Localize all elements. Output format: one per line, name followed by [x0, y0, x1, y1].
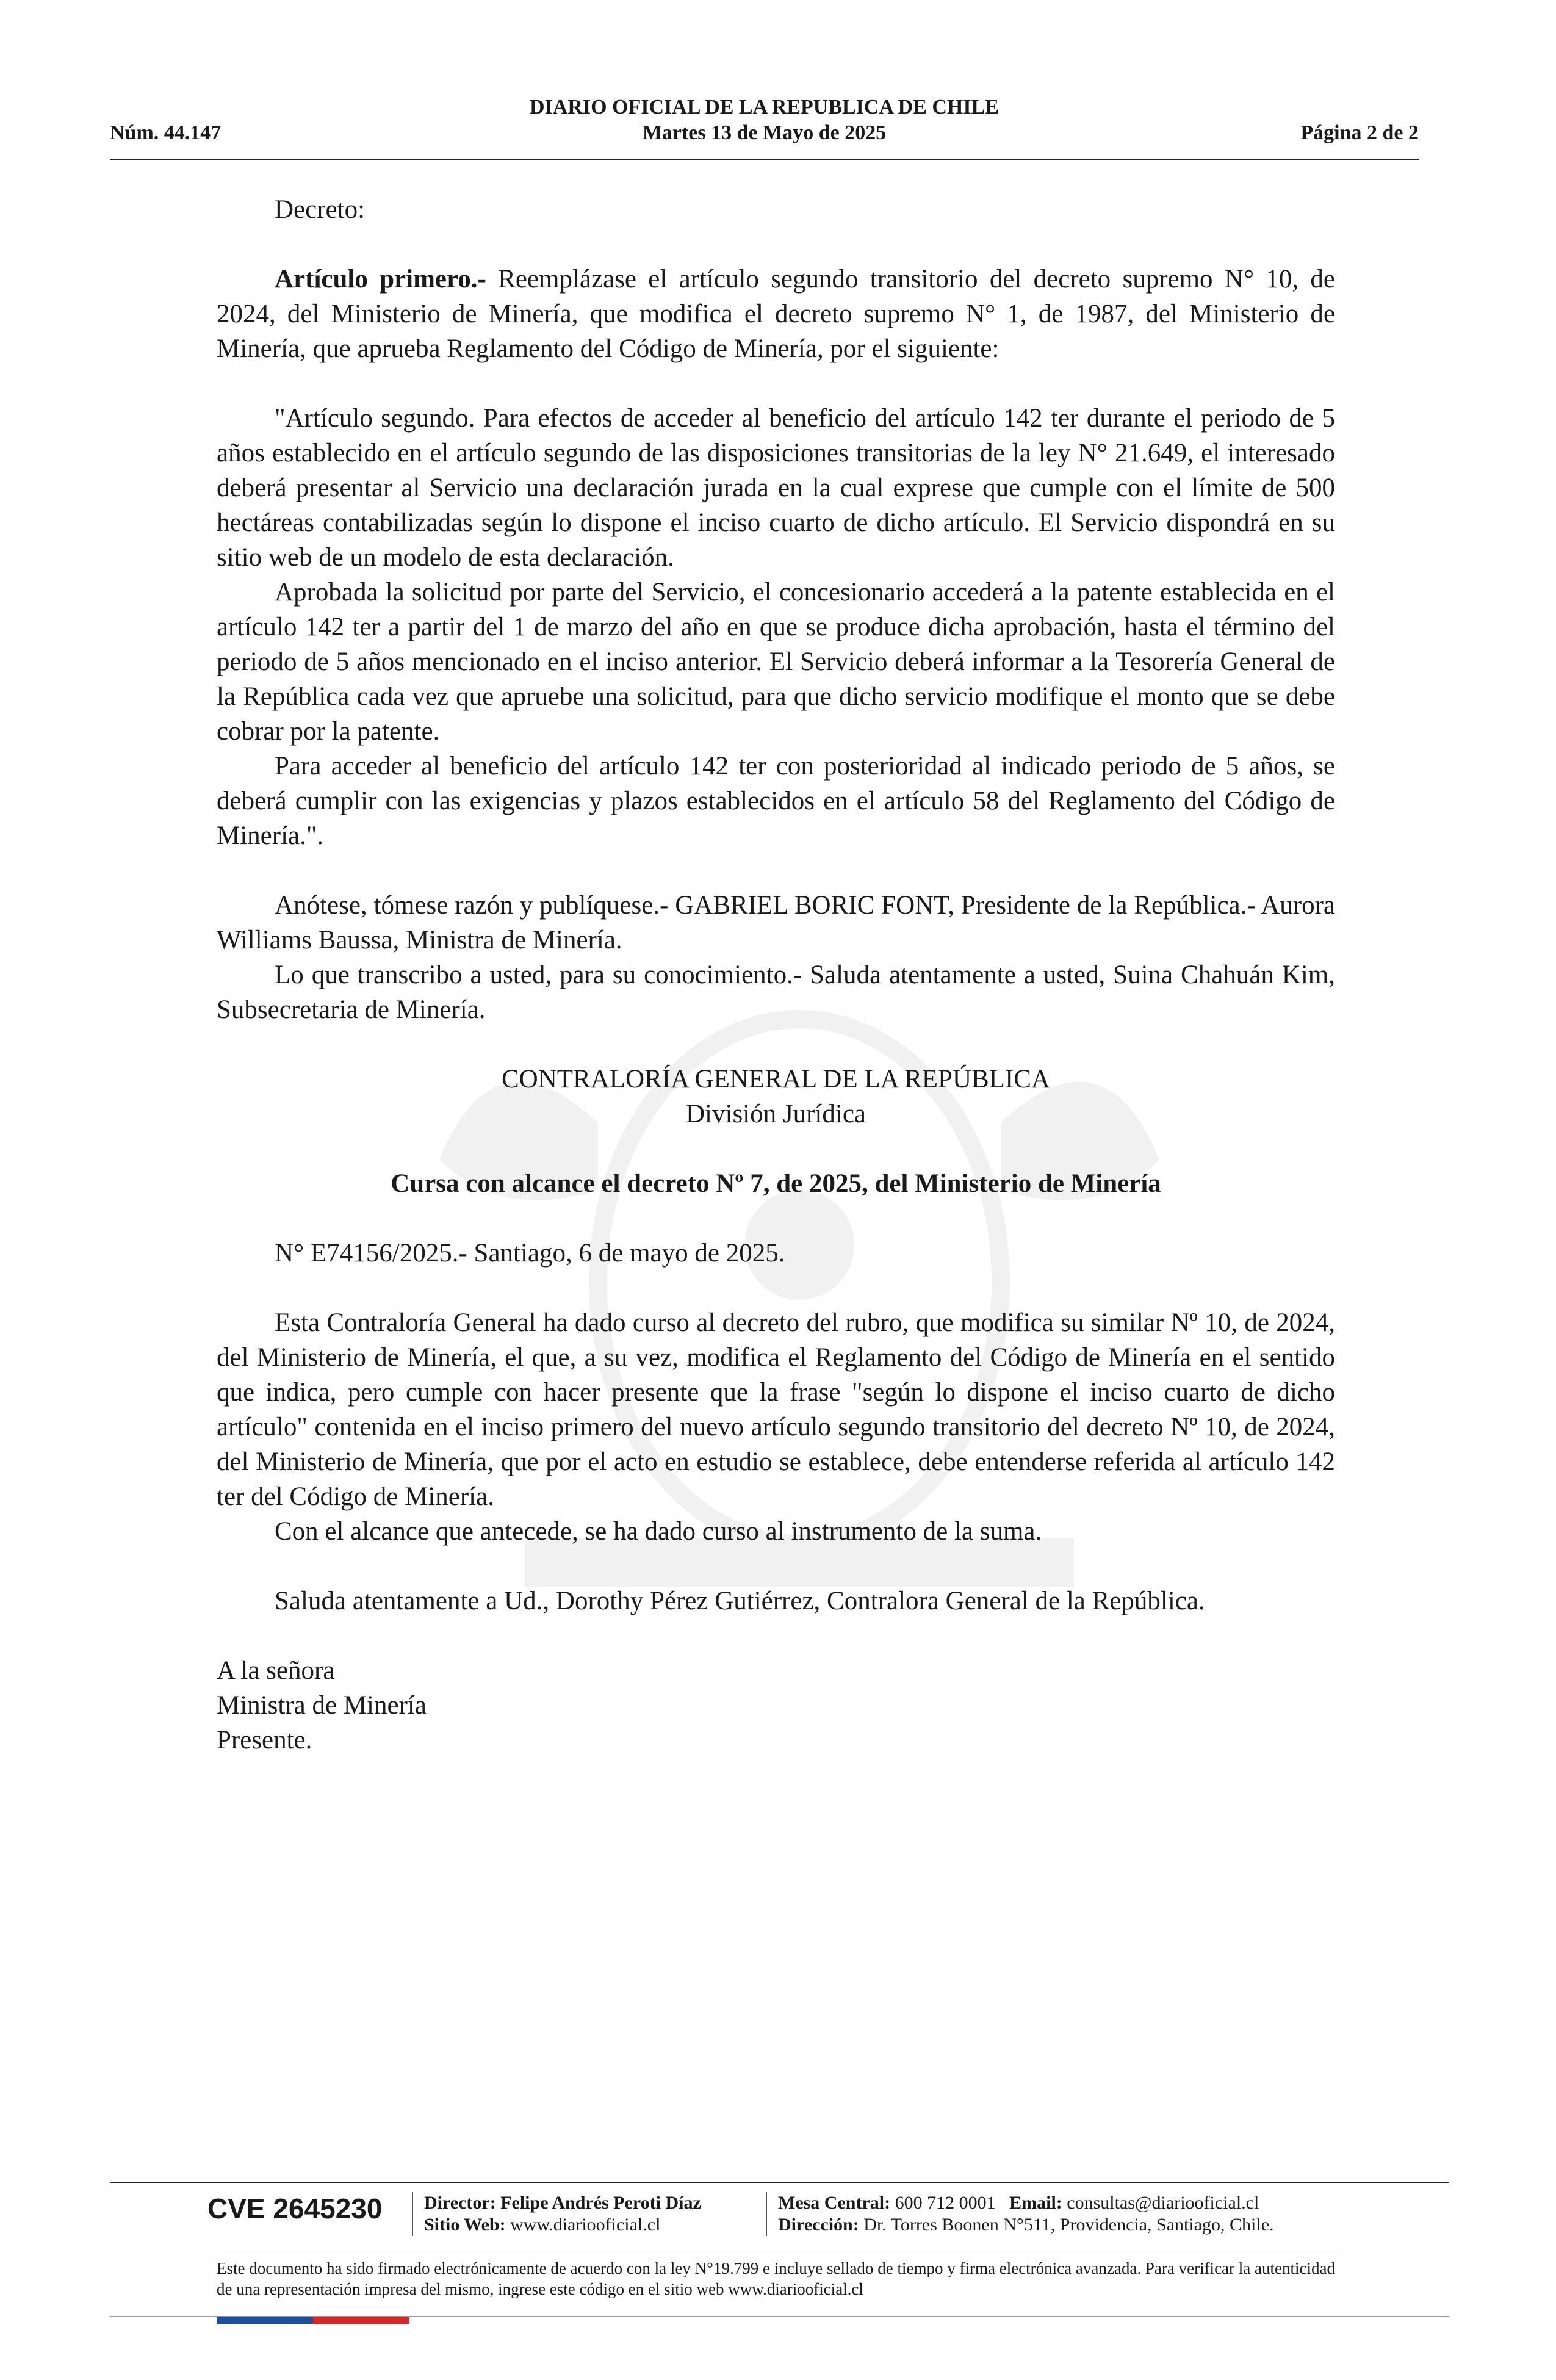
- footer-director-block: [424, 2192, 701, 2236]
- contraloria-paragraph-2: Con el alcance que antecede, se ha dado curso al instrumento de la suma.: [275, 1517, 1042, 1546]
- footer-separator: [766, 2192, 767, 2236]
- anotese-paragraph: Anótese, tómese razón y publíquese.- GABRIEL BORIC FONT, Presidente de la República.- Aurora Williams Baussa, Ministra de Minería.: [217, 891, 1335, 954]
- email-label: Email:: [1009, 2193, 1062, 2213]
- flag-segment: [313, 2317, 361, 2324]
- flag-segment: [265, 2317, 313, 2324]
- transcribo-paragraph: Lo que transcribo a usted, para su conocimiento.- Saluda atentamente a usted, Suina Chahuán Kim, Subsecretaria de Minería.: [217, 961, 1335, 1024]
- issue-date: Martes 13 de Mayo de 2025: [642, 121, 887, 144]
- footer-separator: [412, 2192, 413, 2236]
- email-address[interactable]: consultas@diariooficial.cl: [1067, 2193, 1259, 2213]
- addressee-line-3: Presente.: [217, 1726, 312, 1754]
- contraloria-paragraph-1: Esta Contraloría General ha dado curso al decreto del rubro, que modifica su similar Nº 10, de 2024, del Ministerio de Minería, el que, a su vez, modifica el Reglamento del Código de Minería en el sentido que indica, pero cumple con hacer presente que la frase "según lo dispone el inciso cuarto de dicho artículo" contenida en el inciso primero del nuevo artículo segundo transitorio del decreto Nº 10, de 2024, del Ministerio de Minería, que por el acto en estudio se establece, debe entenderse referida al artículo 142 ter del Código de Minería.: [217, 1308, 1335, 1511]
- cve-code: CVE 2645230: [207, 2193, 383, 2224]
- contraloria-heading: CONTRALORÍA GENERAL DE LA REPÚBLICA: [501, 1065, 1050, 1094]
- reference-line: N° E74156/2025.- Santiago, 6 de mayo de 2025.: [275, 1239, 785, 1268]
- addressee-line-1: A la señora: [217, 1656, 335, 1685]
- quoted-article-p2: Aprobada la solicitud por parte del Servicio, el concesionario accederá a la patente establecida en el artículo 142 ter a partir del 1 de marzo del año en que se produce dicha aprobación, hasta el término del periodo de 5 años mencionado en el inciso anterior. El Servicio deberá informar a la Tesorería General de la República cada vez que apruebe una solicitud, para que dicho servicio modifique el monto que se debe cobrar por la patente.: [217, 578, 1335, 746]
- website-url[interactable]: www.diariooficial.cl: [510, 2215, 661, 2235]
- address-label: Dirección:: [778, 2215, 859, 2235]
- page-number: Página 2 de 2: [1300, 121, 1419, 144]
- article-one-lead: Artículo primero.-: [275, 265, 486, 294]
- page-header: [110, 95, 1419, 160]
- flag-stripe: [217, 2317, 409, 2324]
- address-text: Dr. Torres Boonen N°511, Providencia, Santiago, Chile.: [863, 2215, 1274, 2235]
- article-one: [217, 262, 1335, 366]
- division-heading: División Jurídica: [686, 1100, 866, 1128]
- director-label: Director:: [424, 2193, 496, 2213]
- cursa-title: Cursa con alcance el decreto Nº 7, de 2025, del Ministerio de Minería: [391, 1169, 1161, 1198]
- flag-segment: [361, 2317, 409, 2324]
- quoted-article-p3: Para acceder al beneficio del artículo 142 ter con posterioridad al indicado periodo de 5 años, se deberá cumplir con las exigencias y plazos establecidos en el artículo 58 del Reglamento del Código de Minería.".: [217, 752, 1335, 850]
- article-one-text: Reemplázase el artículo segundo transitorio del decreto supremo N° 10, de 2024, del Ministerio de Minería, que modifica el decreto supremo N° 1, de 1987, del Ministerio de Minería, que aprueba Reglamento del Código de Minería, por el siguiente:: [217, 265, 1335, 363]
- footer-contact-block: [778, 2192, 1274, 2236]
- director-name: Felipe Andrés Peroti Díaz: [500, 2193, 701, 2213]
- mesa-phone: 600 712 0001: [895, 2193, 996, 2213]
- gazette-title: DIARIO OFICIAL DE LA REPUBLICA DE CHILE: [530, 96, 999, 118]
- decreto-label: Decreto:: [275, 195, 366, 224]
- quoted-article-p1: "Artículo segundo. Para efectos de acceder al beneficio del artículo 142 ter durante el periodo de 5 años establecido en el artículo segundo de las disposiciones transitorias de la ley N° 21.649, el interesado deberá presentar al Servicio una declaración jurada en la cual exprese que cumple con el límite de 500 hectáreas contabilizadas según lo dispone el inciso cuarto de dicho artículo. El Servicio dispondrá en su sitio web de un modelo de esta declaración.: [217, 404, 1335, 572]
- legal-notice: Este documento ha sido firmado electrónicamente de acuerdo con la ley N°19.799 e incluye sellado de tiempo y firma electrónica avanzada. Para verificar la autenticidad de una representación impresa del mismo, ingrese este código en el sitio web www.diariooficial.cl: [217, 2259, 1335, 2298]
- website-label: Sitio Web:: [424, 2215, 506, 2235]
- flag-segment: [217, 2317, 265, 2324]
- mesa-label: Mesa Central:: [778, 2193, 891, 2213]
- saluda-paragraph: Saluda atentamente a Ud., Dorothy Pérez Gutiérrez, Contralora General de la República.: [275, 1587, 1205, 1615]
- addressee-line-2: Ministra de Minería: [217, 1691, 427, 1720]
- issue-number: Núm. 44.147: [110, 121, 222, 144]
- footer-divider: [110, 2316, 1449, 2317]
- document-body: [217, 192, 1335, 1758]
- footer-divider: [110, 2182, 1449, 2183]
